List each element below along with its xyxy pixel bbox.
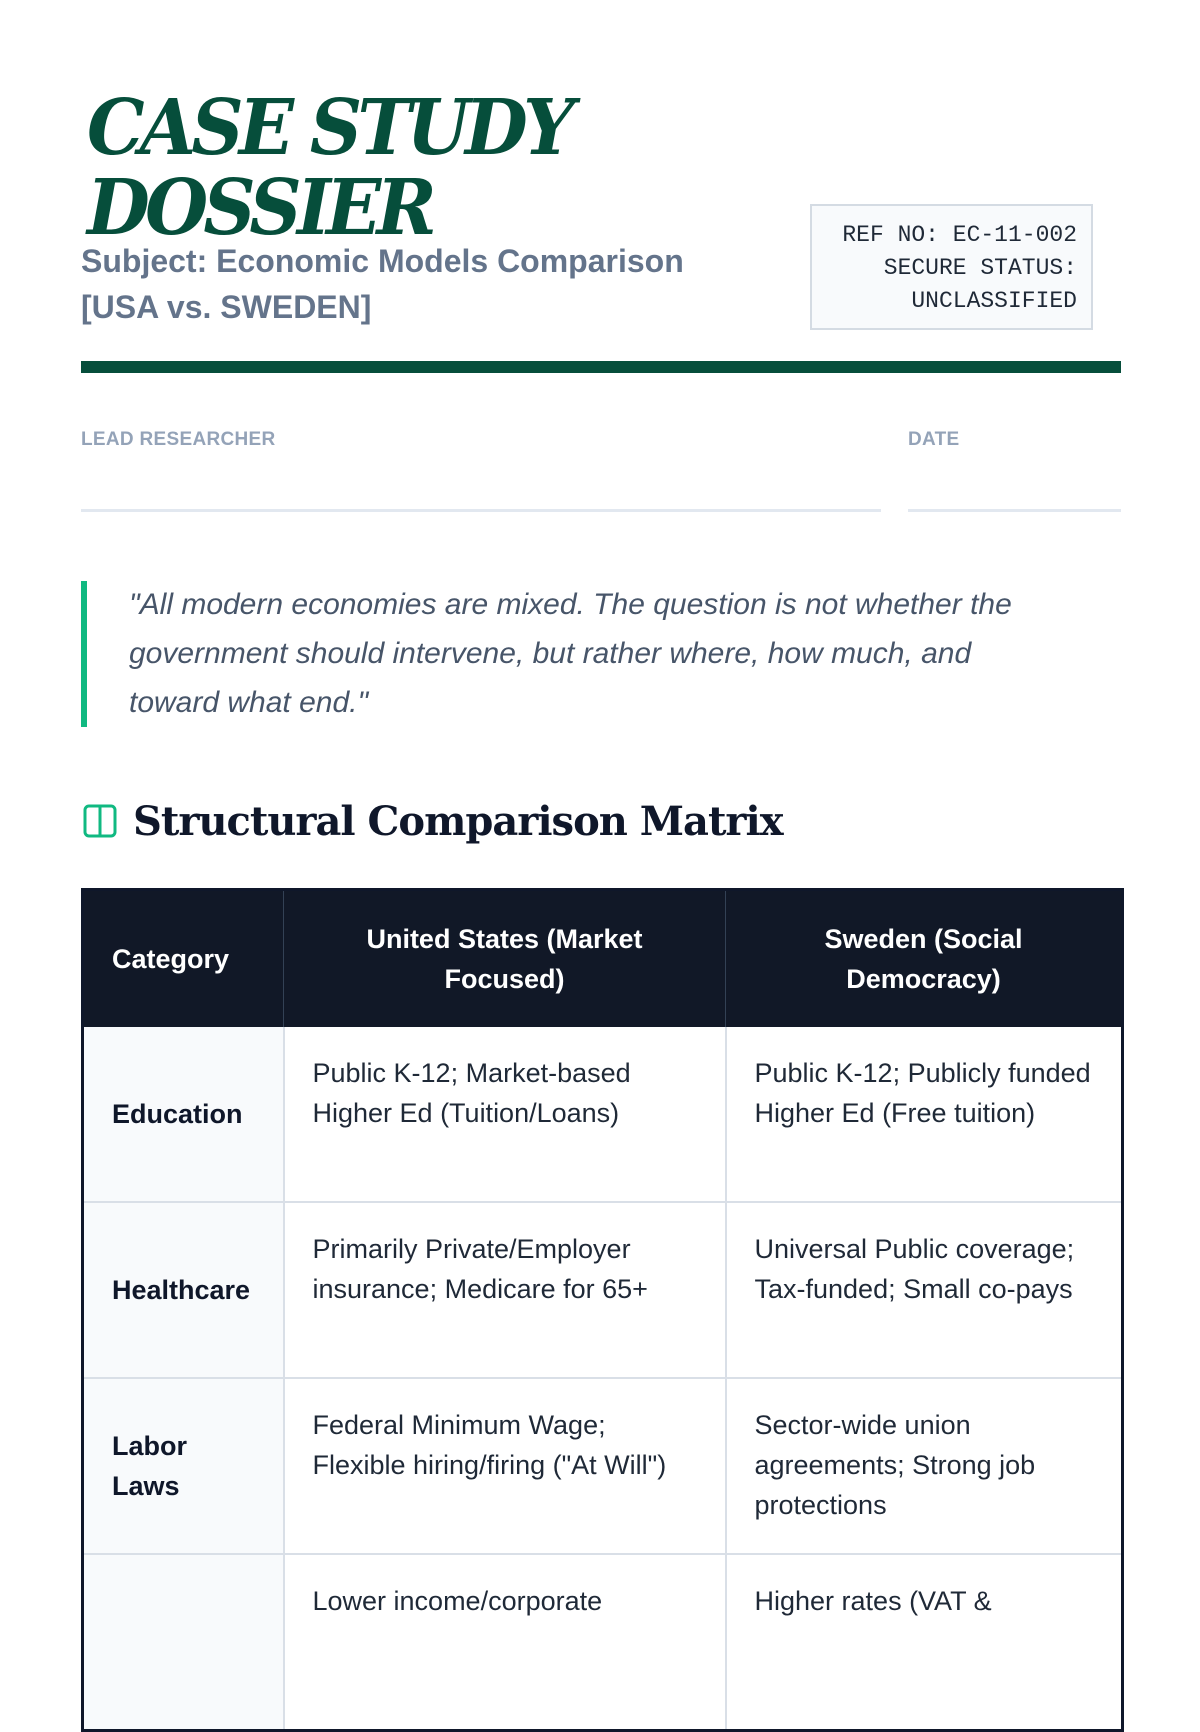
title-line-2: DOSSIER: [87, 163, 433, 253]
table-row: [83, 1027, 1123, 1202]
subject-heading: [81, 238, 781, 330]
row-category: Labor Laws: [83, 1378, 284, 1554]
row-sweden-cell: Universal Public coverage; Tax-funded; Small co-pays: [726, 1202, 1123, 1378]
table-header-row: [83, 890, 1123, 1028]
lead-researcher-label: LEAD RESEARCHER: [81, 429, 276, 450]
column-header-category: Category: [83, 890, 284, 1028]
row-category: Education: [83, 1027, 284, 1202]
column-header-usa: United States (Market Focused): [284, 890, 726, 1028]
row-usa-cell: Public K-12; Market-based Higher Ed (Tuition/Loans): [284, 1027, 726, 1202]
date-label: DATE: [908, 429, 960, 450]
date-field[interactable]: [908, 509, 1121, 512]
quote-line-2: government should intervene, but rather where, how much, and: [129, 637, 972, 670]
comparison-matrix: [81, 888, 1124, 1732]
section-title: Structural Comparison Matrix: [133, 798, 783, 845]
row-category: Healthcare: [83, 1202, 284, 1378]
quote-line-1: "All modern economies are mixed. The question is not whether the: [129, 588, 1012, 621]
lead-researcher-field[interactable]: [81, 509, 881, 512]
row-sweden-cell: Higher rates (VAT &: [726, 1554, 1123, 1731]
columns-icon: [83, 804, 117, 838]
row-sweden-cell: Sector-wide union agreements; Strong job protections: [726, 1378, 1123, 1554]
ref-number: REF NO: EC-11-002: [842, 222, 1077, 248]
table-row: [83, 1202, 1123, 1378]
table-row: [83, 1554, 1123, 1731]
subject-line-2: [USA vs. SWEDEN]: [81, 289, 372, 325]
status-value: UNCLASSIFIED: [911, 288, 1077, 314]
pull-quote: [129, 580, 1089, 727]
quote-line-3: toward what end.": [129, 686, 369, 719]
header-divider: [81, 361, 1121, 373]
row-category: [83, 1554, 284, 1731]
row-usa-cell: Lower income/corporate: [284, 1554, 726, 1731]
column-header-sweden: Sweden (Social Democracy): [726, 890, 1123, 1028]
subject-line-1: Subject: Economic Models Comparison: [81, 243, 684, 279]
row-sweden-cell: Public K-12; Publicly funded Higher Ed (Free tuition): [726, 1027, 1123, 1202]
status-label: SECURE STATUS:: [883, 255, 1077, 281]
quote-accent-bar: [81, 581, 87, 727]
title-line-1: CASE STUDY: [87, 83, 571, 173]
reference-box: [810, 204, 1093, 330]
row-usa-cell: Federal Minimum Wage; Flexible hiring/firing ("At Will"): [284, 1378, 726, 1554]
document-title: [87, 83, 670, 253]
row-usa-cell: Primarily Private/Employer insurance; Medicare for 65+: [284, 1202, 726, 1378]
table-row: [83, 1378, 1123, 1554]
